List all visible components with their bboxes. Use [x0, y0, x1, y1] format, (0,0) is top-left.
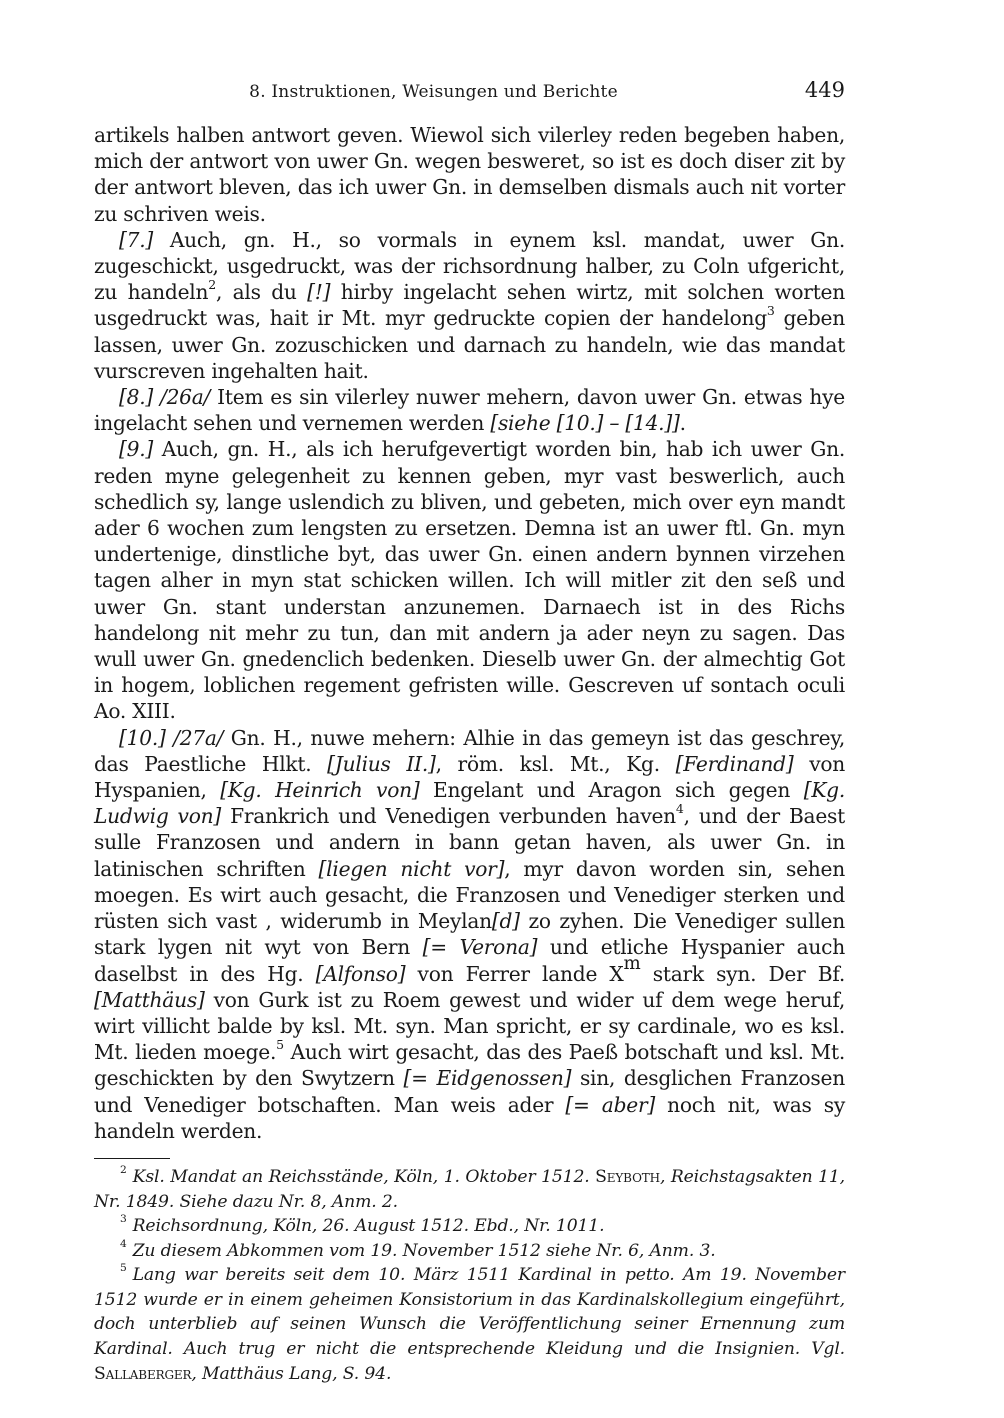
footnote-number: 5 [120, 1261, 127, 1275]
main-text [94, 122, 845, 1144]
footnote-number: 2 [120, 1163, 127, 1177]
editorial-note: [= Eidgenossen] [403, 1066, 572, 1091]
editorial-note: [Kg. Heinrich von] [220, 778, 420, 803]
editorial-note: [d] [491, 909, 520, 934]
editorial-note: [liegen nicht vor] [318, 856, 505, 881]
editorial-note: [Matthäus] [94, 987, 205, 1012]
page-header [94, 78, 845, 110]
author-name: Seyboth [595, 1166, 660, 1187]
document-page [94, 78, 845, 1386]
footnote-ref-2: 2 [208, 276, 216, 292]
footnote-ref-3: 3 [766, 303, 775, 319]
editorial-note: [= aber] [565, 1092, 655, 1117]
paragraph-8: [8.] /26a/ Item es sin vilerley nuwer mehern, davon uwer Gn. etwas hye ingelacht sehen und vernemen werden [siehe [10.] – [14.]]. [94, 385, 845, 436]
paragraph-10: [10.] /27a/ Gn. H., nuwe mehern: Alhie in das gemeyn ist das geschrey, das Paestliche Hlkt. [Julius II.], röm. ksl. Mt., Kg. [Ferdinand] von Hyspanien, [Kg. Heinrich von] Engelant und Aragon sich gegen [Kg. Ludwig von] Frankrich und Venedigen verbunden haven$^4$, und der Baest sulle Franzosen und andern in bann getan haven, als uwer Gn. in latinischen schriften [liegen nicht vor], myr davon worden sin, sehen moegen. Es wirt auch gesacht, die Franzosen und Venediger sterken und rüsten sich vast , widerumb in Meylan[d] zo zyhen. Die Venediger sullen stark lygen nit wyt von Bern [= Verona] und etliche Hyspanier auch daselbst in des Hg. [Alfonso] von Ferrer lande $X^m$ stark syn. Der Bf. [Matthäus] von Gurk ist zu Roem gewest und wider uf dem wege heruf, wirt villicht balde by ksl. Mt. syn. Man spricht, er sy cardinale, wo es ksl. Mt. lieden moege.$^5$ Auch wirt gesacht, das des Paeß botschaft und ksl. Mt. geschickten by den Swytzern [= Eidgenossen] sin, desglichen Franzosen und Venediger botschaften. Man weis ader [= aber] noch nit, was sy handeln werden. [94, 725, 846, 1143]
footnote-ref-5: 5 [276, 1036, 284, 1052]
section-number: [9.] [119, 437, 154, 462]
editorial-note: [Ferdinand] [675, 751, 794, 776]
paragraph-9: [9.] Auch, gn. H., als ich herufgevertigt worden bin, hab ich uwer Gn. reden myne gelegenheit zu kennen geben, myr vast beswerlich, auch schedlich sy, lange uslendich zu bliven, und gebeten, mich over eyn mandt ader 6 wochen zum lengsten zu ersetzen. Demna ist an uwer ftl. Gn. myn undertenige, dinstliche byt, das uwer Gn. einen andern bynnen virzehen tagen alher in myn stat schicken willen. Ich will mitler zit den seß und uwer Gn. stant understan anzunemen. Darnaech ist in des Richs handelong nit mehr zu tun, dan mit andern ja ader neyn zu sagen. Das wull uwer Gn. gnedenclich bedenken. Dieselb uwer Gn. der almechtig Got in hogem, loblichen regement gefristen wille. Gescreven uf sontach oculi Ao. XIII. [94, 437, 845, 724]
section-number: [10.] /27a/ [119, 725, 224, 750]
running-title: 8. Instruktionen, Weisungen und Berichte [249, 82, 618, 102]
footnote-divider [94, 1158, 170, 1159]
footnotes [94, 1165, 845, 1386]
section-number: [7.] [119, 227, 154, 252]
footnote-5: $^5$ Lang war bereits seit dem 10. März 1511 Kardinal in petto. Am 19. November 1512 wurde er in einem geheimen Konsistorium in das Kardinalskollegium eingeführt, doch unterblieb auf seinen Wunsch die Veröffentlichung seiner Ernennung zum Kardinal. Auch trug er nicht die entsprechende Kleidung und die Insignien. Vgl. Sallaberger, Matthäus Lang, S. 94. [94, 1261, 845, 1384]
editorial-note: [Julius II.] [327, 751, 436, 776]
editorial-note: [siehe [10.] – [14.]] [490, 411, 680, 436]
editorial-note: [Kg. Ludwig von] [94, 778, 845, 829]
footnote-number: 4 [120, 1236, 127, 1250]
paragraph-continued: artikels halben antwort geven. Wiewol sich vilerley reden begeben haben, mich der antwort von uwer Gn. wegen besweret, so ist es doch diser zit by der antwort bleven, das ich uwer Gn. in demselben dismals auch nit vorter zu schriven weis. [94, 123, 845, 226]
editorial-note: [Alfonso] [315, 961, 406, 986]
editorial-note: [!] [307, 280, 331, 305]
footnote-2: $^2$ Ksl. Mandat an Reichsstände, Köln, 1. Oktober 1512. Seyboth, Reichstagsakten 11, Nr. 1849. Siehe dazu Nr. 8, Anm. 2. [94, 1163, 845, 1212]
footnote-3: $^3$ Reichsordnung, Köln, 26. August 1512. Ebd., Nr. 1011. [120, 1212, 605, 1237]
author-name: Sallaberger [94, 1363, 192, 1384]
superscript-m: m [623, 953, 641, 975]
footnote-number: 3 [120, 1212, 127, 1226]
editorial-note: [= Verona] [422, 935, 538, 960]
paragraph-7: [7.] Auch, gn. H., so vormals in eynem ksl. mandat, uwer Gn. zugeschickt, usgedruckt, was der richsordnung halber, zu Coln ufgericht, zu handeln$^2$, als du [!] hirby ingelacht sehen wirtz, mit solchen worten usgedruckt was, hait ir Mt. myr gedruckte copien der handelong$^3$ geben lassen, uwer Gn. zozuschicken und darnach zu handeln, wie das mandat vurscreven ingehalten hait. [94, 227, 845, 383]
section-number: [8.] /26a/ [119, 385, 211, 410]
page-number: 449 [804, 78, 845, 102]
footnote-4: $^4$ Zu diesem Abkommen vom 19. November 1512 siehe Nr. 6, Anm. 3. [120, 1236, 716, 1261]
footnote-ref-4: 4 [675, 801, 684, 817]
